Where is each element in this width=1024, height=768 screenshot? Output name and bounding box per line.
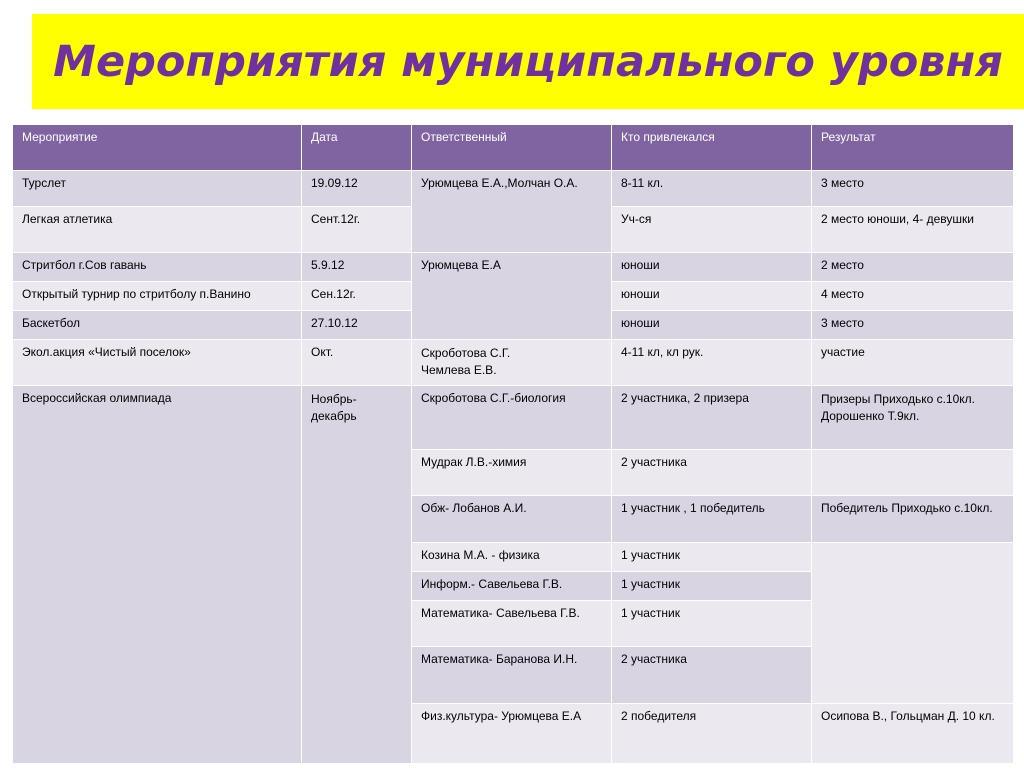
participants-cell: юноши xyxy=(612,311,812,340)
responsible-cell: Мудрак Л.В.-химия xyxy=(412,450,612,496)
table-row xyxy=(13,171,1014,207)
participants-cell: 2 участника, 2 призера xyxy=(612,386,812,450)
participants-cell: 1 участник xyxy=(612,543,812,572)
result-cell: Победитель Приходько с.10кл. xyxy=(812,496,1014,543)
participants-cell: юноши xyxy=(612,253,812,282)
participants-cell: 2 участника xyxy=(612,647,812,704)
result-cell: 3 место xyxy=(812,311,1014,340)
event-cell: Легкая атлетика xyxy=(13,207,302,253)
event-cell: Стритбол г.Сов гавань xyxy=(13,253,302,282)
title-banner xyxy=(32,14,1024,109)
date-cell: 27.10.12 xyxy=(302,311,412,340)
header-event: Мероприятие xyxy=(13,125,302,171)
result-cell: 4 место xyxy=(812,282,1014,311)
header-participants: Кто привлекался xyxy=(612,125,812,171)
event-cell: Всероссийская олимпиада xyxy=(13,386,302,764)
participants-cell: 2 победителя xyxy=(612,704,812,764)
responsible-cell: Математика- Баранова И.Н. xyxy=(412,647,612,704)
date-cell: Ноябрь- декабрь xyxy=(302,386,412,764)
responsible-cell: Физ.культура- Урюмцева Е.А xyxy=(412,704,612,764)
table-row xyxy=(13,386,1014,450)
date-cell: Сен.12г. xyxy=(302,282,412,311)
result-cell: 2 место xyxy=(812,253,1014,282)
responsible-cell: Скроботова С.Г.-биология xyxy=(412,386,612,450)
participants-cell: 2 участника xyxy=(612,450,812,496)
result-cell: Призеры Приходько с.10кл. Дорошенко Т.9кл. xyxy=(812,386,1014,450)
result-cell xyxy=(812,450,1014,496)
responsible-cell: Урюмцева Е.А.,Молчан О.А. xyxy=(412,171,612,253)
participants-cell: Уч-ся xyxy=(612,207,812,253)
result-cell: участие xyxy=(812,340,1014,386)
header-responsible: Ответственный xyxy=(412,125,612,171)
date-cell: Окт. xyxy=(302,340,412,386)
date-cell: Сент.12г. xyxy=(302,207,412,253)
responsible-cell: Урюмцева Е.А xyxy=(412,253,612,340)
table-row xyxy=(13,253,1014,282)
responsible-cell: Математика- Савельева Г.В. xyxy=(412,601,612,647)
event-cell: Турслет xyxy=(13,171,302,207)
result-cell: 2 место юноши, 4- девушки xyxy=(812,207,1014,253)
responsible-cell: Обж- Лобанов А.И. xyxy=(412,496,612,543)
table-row xyxy=(13,340,1014,386)
participants-cell: 4-11 кл, кл рук. xyxy=(612,340,812,386)
event-cell: Баскетбол xyxy=(13,311,302,340)
participants-cell: 1 участник , 1 победитель xyxy=(612,496,812,543)
date-cell: 5.9.12 xyxy=(302,253,412,282)
page-title: Мероприятия муниципального уровня xyxy=(53,36,1003,87)
result-cell: Осипова В., Гольцман Д. 10 кл. xyxy=(812,704,1014,764)
result-cell-empty xyxy=(812,543,1014,704)
event-cell: Экол.акция «Чистый поселок» xyxy=(13,340,302,386)
header-row xyxy=(13,125,1014,171)
header-result: Результат xyxy=(812,125,1014,171)
responsible-cell: Козина М.А. - физика xyxy=(412,543,612,572)
header-date: Дата xyxy=(302,125,412,171)
events-table xyxy=(12,124,1014,764)
responsible-cell: Скроботова С.Г. Чемлева Е.В. xyxy=(412,340,612,386)
participants-cell: 1 участник xyxy=(612,572,812,601)
participants-cell: 8-11 кл. xyxy=(612,171,812,207)
participants-cell: 1 участник xyxy=(612,601,812,647)
participants-cell: юноши xyxy=(612,282,812,311)
date-cell: 19.09.12 xyxy=(302,171,412,207)
event-cell: Открытый турнир по стритболу п.Ванино xyxy=(13,282,302,311)
result-cell: 3 место xyxy=(812,171,1014,207)
responsible-cell: Информ.- Савельева Г.В. xyxy=(412,572,612,601)
